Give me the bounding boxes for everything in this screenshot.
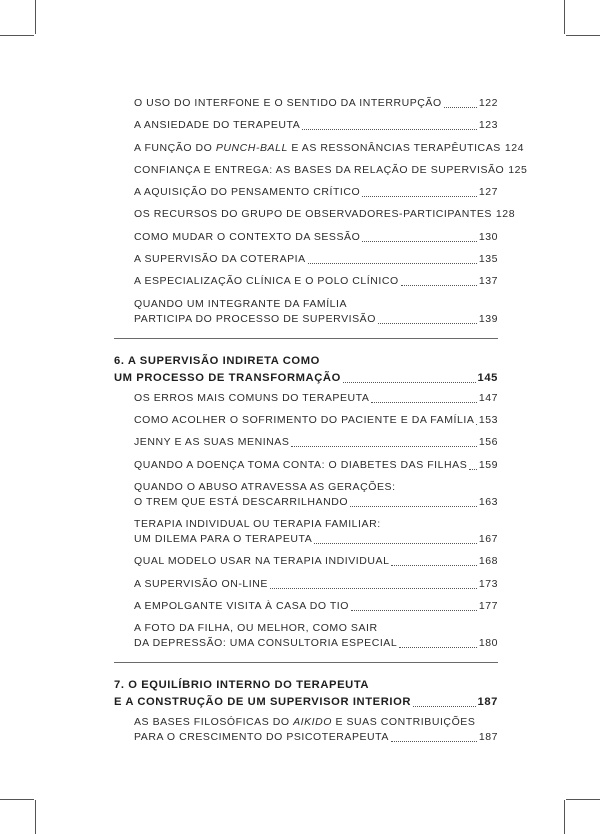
toc-entry[interactable] bbox=[114, 715, 498, 745]
toc-entry[interactable] bbox=[114, 230, 498, 245]
page-number: 122 bbox=[478, 97, 498, 109]
crop-mark bbox=[564, 0, 565, 34]
page-number: 187 bbox=[477, 696, 498, 709]
page-number: 128 bbox=[495, 208, 516, 221]
page-number: 163 bbox=[478, 495, 498, 508]
entry-title: QUANDO A DOENÇA TOMA CONTA: O DIABETES DAS FILHAS bbox=[134, 458, 468, 471]
page-number: 130 bbox=[478, 230, 498, 243]
page-number: 173 bbox=[478, 577, 498, 590]
page-number: 145 bbox=[477, 371, 498, 384]
dot-leader bbox=[391, 564, 476, 566]
dot-leader bbox=[401, 284, 477, 286]
toc-entry[interactable] bbox=[114, 599, 498, 614]
chapter-title-line2: E A CONSTRUÇÃO DE UM SUPERVISOR INTERIOR bbox=[114, 696, 412, 709]
entry-title-line2: PARTICIPA DO PROCESSO DE SUPERVISÃO bbox=[134, 312, 376, 325]
toc-entry[interactable] bbox=[114, 621, 498, 651]
chapter-heading[interactable] bbox=[114, 353, 498, 387]
toc-entry[interactable] bbox=[114, 577, 498, 592]
toc-entry[interactable] bbox=[114, 517, 498, 547]
toc-entry[interactable] bbox=[114, 207, 516, 222]
dot-leader bbox=[391, 740, 477, 742]
entry-title: A SUPERVISÃO ON-LINE bbox=[134, 577, 268, 590]
dot-leader bbox=[351, 609, 477, 611]
dot-leader bbox=[362, 195, 477, 197]
page-number: 159 bbox=[478, 458, 498, 471]
table-of-contents bbox=[114, 96, 528, 753]
toc-entry[interactable] bbox=[114, 435, 498, 450]
chapter-heading[interactable] bbox=[114, 677, 498, 711]
dot-leader bbox=[413, 706, 475, 707]
entry-title: JENNY E AS SUAS MENINAS bbox=[134, 436, 290, 449]
dot-leader bbox=[308, 262, 477, 264]
page-number: 156 bbox=[478, 436, 498, 449]
toc-entry[interactable] bbox=[114, 413, 498, 428]
dot-leader bbox=[350, 505, 477, 507]
toc-entry[interactable] bbox=[114, 185, 498, 200]
entry-title-line1: A FOTO DA FILHA, OU MELHOR, COMO SAIR bbox=[134, 622, 378, 635]
section-divider bbox=[114, 338, 498, 339]
dot-leader bbox=[362, 240, 477, 242]
toc-entry[interactable] bbox=[114, 252, 498, 267]
dot-leader bbox=[378, 322, 477, 324]
entry-title: OS RECURSOS DO GRUPO DE OBSERVADORES-PARTICIPANTES bbox=[134, 208, 492, 221]
entry-title-line1: AS BASES FILOSÓFICAS DO AIKIDO E SUAS CONTRIBUIÇÕES bbox=[134, 716, 476, 729]
page-number: 168 bbox=[478, 555, 498, 568]
page-number: 147 bbox=[478, 391, 498, 404]
toc-entry[interactable] bbox=[114, 118, 498, 133]
entry-title: A AQUISIÇÃO DO PENSAMENTO CRÍTICO bbox=[134, 186, 361, 199]
toc-entry[interactable] bbox=[114, 96, 498, 111]
chapter-title-line2: UM PROCESSO DE TRANSFORMAÇÃO bbox=[114, 371, 341, 384]
entry-title: O USO DO INTERFONE E O SENTIDO DA INTERRUPÇÃO bbox=[134, 97, 442, 109]
page-number: 177 bbox=[478, 600, 498, 613]
entry-title: CONFIANÇA E ENTREGA: AS BASES DA RELAÇÃO DE SUPERVISÃO bbox=[134, 163, 505, 176]
page-number: 187 bbox=[478, 731, 498, 744]
page-number: 180 bbox=[478, 637, 498, 650]
crop-mark bbox=[566, 799, 600, 800]
dot-leader bbox=[469, 468, 477, 470]
toc-entry[interactable] bbox=[114, 480, 498, 510]
page-number: 124 bbox=[504, 141, 524, 154]
entry-title: COMO MUDAR O CONTEXTO DA SESSÃO bbox=[134, 230, 361, 243]
toc-entry[interactable] bbox=[114, 297, 498, 327]
entry-title: A ESPECIALIZAÇÃO CLÍNICA E O POLO CLÍNICO bbox=[134, 275, 399, 288]
toc-entry[interactable] bbox=[114, 141, 524, 156]
toc-entry[interactable] bbox=[114, 163, 528, 178]
section-divider bbox=[114, 662, 498, 663]
entry-title: QUAL MODELO USAR NA TERAPIA INDIVIDUAL bbox=[134, 555, 390, 568]
page-number: 127 bbox=[478, 186, 498, 199]
chapter-title-line1: 7. O EQUILÍBRIO INTERNO DO TERAPEUTA bbox=[114, 679, 370, 692]
dot-leader bbox=[444, 106, 477, 108]
page-number: 135 bbox=[478, 253, 498, 266]
dot-leader bbox=[314, 542, 477, 544]
entry-title-line2: O TREM QUE ESTÁ DESCARRILHANDO bbox=[134, 495, 349, 508]
entry-title-line2: PARA O CRESCIMENTO DO PSICOTERAPEUTA bbox=[134, 731, 389, 744]
page-number: 153 bbox=[478, 413, 498, 426]
crop-mark bbox=[564, 800, 565, 834]
entry-title-line1: TERAPIA INDIVIDUAL OU TERAPIA FAMILIAR: bbox=[134, 518, 381, 531]
page-number: 167 bbox=[478, 533, 498, 546]
entry-title: A SUPERVISÃO DA COTERAPIA bbox=[134, 253, 306, 266]
chapter-title-line1: 6. A SUPERVISÃO INDIRETA COMO bbox=[114, 354, 320, 367]
dot-leader bbox=[343, 382, 476, 383]
entry-title-line1: QUANDO UM INTEGRANTE DA FAMÍLIA bbox=[134, 297, 348, 310]
crop-mark bbox=[0, 35, 34, 36]
entry-title-line1: QUANDO O ABUSO ATRAVESSA AS GERAÇÕES: bbox=[134, 480, 396, 493]
crop-mark bbox=[35, 800, 36, 834]
entry-title-line2: UM DILEMA PARA O TERAPEUTA bbox=[134, 533, 313, 546]
entry-title: OS ERROS MAIS COMUNS DO TERAPEUTA bbox=[134, 391, 370, 404]
toc-entry[interactable] bbox=[114, 391, 498, 406]
page-number: 139 bbox=[478, 312, 498, 325]
page-number: 123 bbox=[478, 119, 498, 132]
entry-title: COMO ACOLHER O SOFRIMENTO DO PACIENTE E DA FAMÍLIA bbox=[134, 413, 475, 426]
entry-title-line2: DA DEPRESSÃO: UMA CONSULTORIA ESPECIAL bbox=[134, 637, 398, 650]
toc-entry[interactable] bbox=[114, 554, 498, 569]
page-number: 137 bbox=[478, 275, 498, 288]
page-number: 125 bbox=[508, 163, 528, 176]
crop-mark bbox=[35, 0, 36, 34]
dot-leader bbox=[371, 401, 476, 403]
toc-entry[interactable] bbox=[114, 274, 498, 289]
dot-leader bbox=[270, 587, 477, 589]
toc-entry[interactable] bbox=[114, 458, 498, 473]
crop-mark bbox=[0, 799, 34, 800]
entry-title: A EMPOLGANTE VISITA À CASA DO TIO bbox=[134, 600, 349, 613]
dot-leader bbox=[302, 128, 477, 130]
crop-mark bbox=[566, 35, 600, 36]
dot-leader bbox=[291, 445, 476, 447]
dot-leader bbox=[399, 646, 477, 648]
entry-title: A ANSIEDADE DO TERAPEUTA bbox=[134, 119, 301, 132]
entry-title: A FUNÇÃO DO PUNCH-BALL E AS RESSONÂNCIAS TERAPÊUTICAS bbox=[134, 141, 501, 154]
